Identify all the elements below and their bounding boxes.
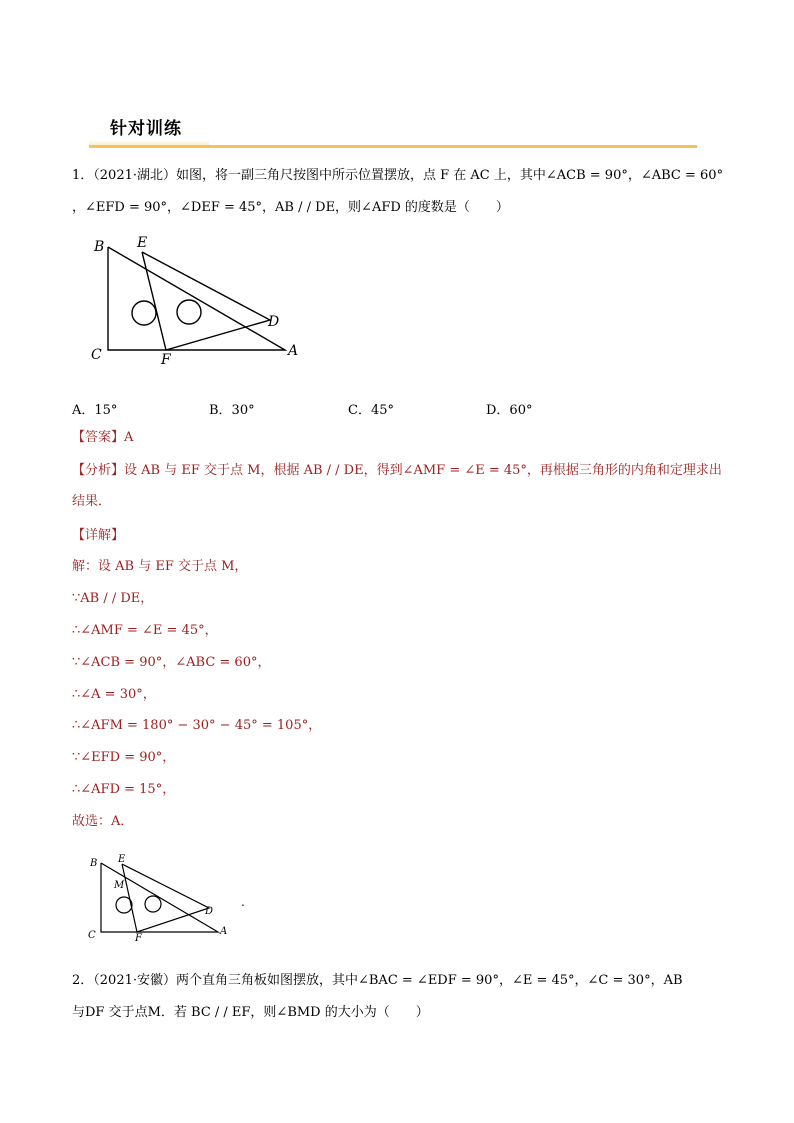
answer-label: 【答案】 xyxy=(72,430,125,445)
detail-step: ∵∠ACB = 90°，∠ABC = 60°， xyxy=(72,655,271,670)
q1-choice-a[interactable]: A．15° xyxy=(72,403,118,418)
q1-hole-right xyxy=(177,300,201,324)
q1-label-e: E xyxy=(137,235,148,251)
detail-figure xyxy=(85,852,250,944)
detail-step: 解：设 AB 与 EF 交于点 M， xyxy=(72,559,248,574)
detail-triangle-abc xyxy=(101,863,218,932)
detail-label-m: M xyxy=(114,880,125,891)
q1-label-f: F xyxy=(161,352,171,368)
detail-label-d: D xyxy=(205,906,214,917)
q1-figure xyxy=(85,232,305,372)
q1-label-d: D xyxy=(268,314,280,330)
detail-label-b: B xyxy=(90,858,98,869)
q1-choice-b[interactable]: B．30° xyxy=(209,403,255,418)
detail-step: ∴∠AFM = 180° − 30° − 45° = 105°， xyxy=(72,718,322,733)
analysis-line2: 结果． xyxy=(72,494,112,509)
detail-label-f: F xyxy=(135,933,142,944)
answer-value: A xyxy=(124,430,134,445)
detail-label-c: C xyxy=(88,930,96,941)
q1-label-b: B xyxy=(94,239,105,255)
section-heading: 针对训练 xyxy=(110,119,182,139)
analysis-text: 设 AB 与 EF 交于点 M，根据 AB / / DE，得到∠AMF = ∠E = 45°，再根据三角形的内角和定理求出 xyxy=(124,463,722,478)
detail-hole-right xyxy=(145,896,161,912)
q2-stem-line1: 2．（2021·安徽）两个直角三角板如图摆放，其中∠BAC = ∠EDF = 90°，∠E = 45°，∠C = 30°，AB xyxy=(72,973,683,988)
detail-step: ∵AB / / DE， xyxy=(72,591,154,606)
heading-divider xyxy=(89,145,697,148)
analysis-line1 xyxy=(72,461,722,481)
detail-hole-left xyxy=(116,897,132,913)
detail-figure-period: . xyxy=(241,895,245,909)
q1-stem-line1: 1．（2021·湖北）如图，将一副三角尺按图中所示位置摆放，点 F 在 AC 上，其中∠ACB = 90°，∠ABC = 60° xyxy=(72,168,724,183)
detail-triangle-edf xyxy=(122,864,209,932)
q1-label-a: A xyxy=(288,343,299,359)
detail-label: 【详解】 xyxy=(72,528,125,543)
q1-triangle-edf xyxy=(142,252,270,350)
q1-choice-c[interactable]: C．45° xyxy=(348,403,394,418)
detail-step: ∴∠AFD = 15°， xyxy=(72,782,176,797)
q2-stem-line2: 与DF 交于点M．若 BC / / EF，则∠BMD 的大小为（ ） xyxy=(72,1005,429,1020)
detail-label-a: A xyxy=(220,926,228,937)
detail-step: 故选：A． xyxy=(72,814,134,829)
q1-stem-line2: ，∠EFD = 90°，∠DEF = 45°，AB / / DE，则∠AFD 的度数是（ ） xyxy=(72,200,509,215)
q1-triangle-abc xyxy=(108,247,285,350)
answer-block xyxy=(72,428,133,448)
detail-label-e: E xyxy=(118,854,126,865)
detail-step: ∵∠EFD = 90°， xyxy=(72,750,176,765)
detail-step: ∴∠A = 30°， xyxy=(72,687,156,702)
detail-step: ∴∠AMF = ∠E = 45°， xyxy=(72,623,218,638)
q1-choice-d[interactable]: D．60° xyxy=(486,403,533,418)
q1-label-c: C xyxy=(91,347,102,363)
q1-hole-left xyxy=(132,301,156,325)
analysis-label: 【分析】 xyxy=(72,463,125,478)
